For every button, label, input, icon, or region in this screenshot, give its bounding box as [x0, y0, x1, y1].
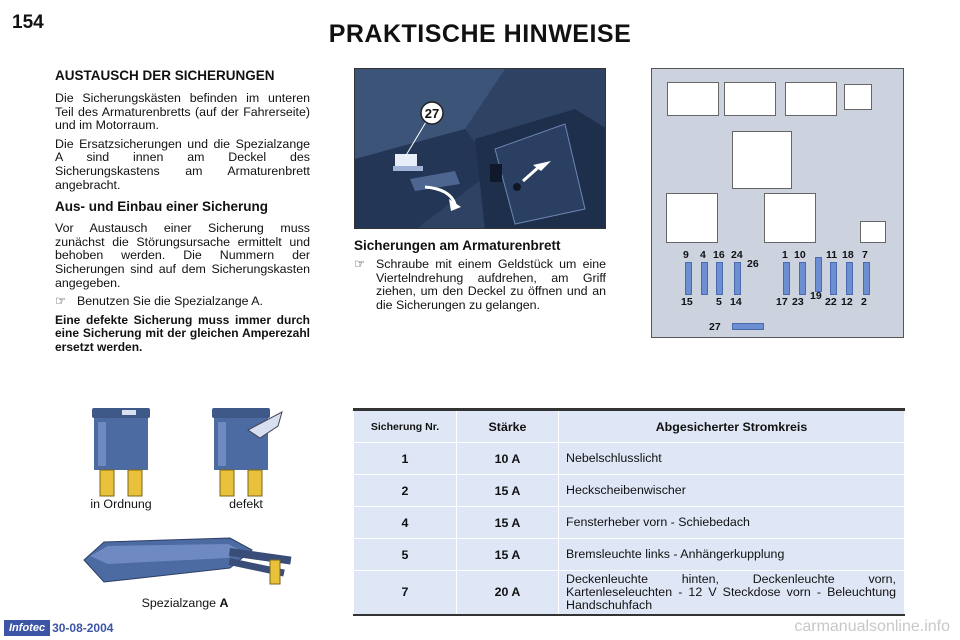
- left-column: [55, 68, 310, 354]
- fuse-slot: [732, 323, 764, 330]
- fuse-label: 16: [713, 249, 725, 261]
- fuse-slot: [799, 262, 806, 295]
- fuse-label: 18: [842, 249, 854, 261]
- cell-amperage: 10 A: [457, 443, 559, 475]
- fuse-slot: [716, 262, 723, 295]
- fuse-slot: [701, 262, 708, 295]
- fuse-label: 9: [683, 249, 689, 261]
- photo-callout-label: 27: [424, 106, 440, 121]
- fuse-defective-illustration: [208, 408, 286, 498]
- table-header-row: [354, 410, 905, 443]
- fuse-slot: [685, 262, 692, 295]
- caption-pliers: [100, 596, 270, 610]
- fuse-intact-illustration: [88, 408, 154, 498]
- fuse-box-diagram: [651, 68, 904, 338]
- pliers-icon: [80, 520, 305, 600]
- infotec-logo: Infotec: [4, 620, 50, 636]
- caption-pliers-text: Spezialzange: [141, 596, 216, 610]
- column-header-amperage: Stärke: [457, 410, 559, 443]
- table-row: [354, 571, 905, 615]
- cell-circuit: Deckenleuchte hinten, Deckenleuchte vorn, Kartenleseleuchten - 12 V Steckdose vorn - Beleuchtung Handschuhfach: [559, 571, 905, 615]
- fuse-slot: [734, 262, 741, 295]
- paragraph-spare-fuses: Die Ersatzsicherungen und die Spezialzange A sind innen am Deckel des Sicherungskastens am Armaturenbrett angebracht.: [55, 136, 310, 192]
- bullet-use-pliers: [55, 295, 310, 309]
- fuse-pliers-illustration: [80, 520, 305, 600]
- cell-amperage: 20 A: [457, 571, 559, 615]
- fuse-label: 17: [776, 296, 788, 308]
- page-title: PRAKTISCHE HINWEISE: [328, 20, 632, 48]
- cell-fuse-number: 5: [354, 539, 457, 571]
- relay-block: [844, 84, 872, 110]
- cell-circuit: Bremsleuchte links - Anhängerkupplung: [559, 539, 905, 571]
- section-heading-removal: Aus- und Einbau einer Sicherung: [55, 199, 269, 215]
- section-heading-fuse-replacement: AUSTAUSCH DER SICHERUNGEN: [55, 68, 275, 83]
- table-row: [354, 539, 905, 571]
- cell-amperage: 15 A: [457, 507, 559, 539]
- relay-block: [724, 82, 776, 116]
- caption-fuse-defective: defekt: [229, 497, 263, 511]
- fuse-slot: [830, 262, 837, 295]
- fuse-label: 24: [731, 249, 743, 261]
- dashboard-photo-illustration: [355, 69, 606, 229]
- middle-column: [354, 238, 606, 317]
- fuse-label: 22: [825, 296, 837, 308]
- section-heading-dashboard-fuses: Sicherungen am Armaturenbrett: [354, 238, 561, 253]
- relay-block: [667, 82, 719, 116]
- fuse-slot: [815, 257, 822, 292]
- fuse-slot: [846, 262, 853, 295]
- fuse-label: 12: [841, 296, 853, 308]
- relay-block: [666, 193, 718, 243]
- table-row: [354, 443, 905, 475]
- caption-fuse-intact: in Ordnung: [90, 497, 152, 511]
- fuse-label: 1: [782, 249, 788, 261]
- fuse-label: 11: [826, 249, 838, 261]
- bullet-text: Schraube mit einem Geldstück um eine Viertelndrehung aufdrehen, am Griff ziehen, um den Deckel zu öffnen und an die Sicherungen zu gelangen.: [376, 257, 606, 312]
- fuse-slot: [863, 262, 870, 295]
- fuse-label: 2: [861, 296, 867, 308]
- relay-block: [764, 193, 816, 243]
- cell-circuit: Nebelschlusslicht: [559, 443, 905, 475]
- table-row: [354, 475, 905, 507]
- footer: [4, 620, 113, 636]
- fuse-label: 27: [709, 321, 721, 333]
- fuse-label: 10: [794, 249, 806, 261]
- fuse-label: 19: [810, 290, 822, 302]
- fuse-label: 14: [730, 296, 742, 308]
- cell-fuse-number: 2: [354, 475, 457, 507]
- pointing-hand-icon: ☞: [354, 257, 366, 271]
- cell-fuse-number: 7: [354, 571, 457, 615]
- relay-block: [732, 131, 792, 189]
- bullet-text: Benutzen Sie die Spezialzange A.: [77, 294, 263, 309]
- cell-circuit: Heckscheibenwischer: [559, 475, 905, 507]
- fuse-slot: [783, 262, 790, 295]
- fuse-label: 26: [747, 258, 759, 270]
- fuse-label: 15: [681, 296, 693, 308]
- footer-date: 30-08-2004: [52, 621, 114, 635]
- caption-pliers-letter: A: [219, 596, 229, 610]
- relay-block: [860, 221, 886, 243]
- fuse-label: 4: [700, 249, 706, 261]
- fuse-label: 23: [792, 296, 804, 308]
- page-number: 154: [12, 12, 44, 33]
- cell-amperage: 15 A: [457, 475, 559, 507]
- bullet-open-cover: [354, 258, 606, 312]
- cell-circuit: Fensterheber vorn - Schiebedach: [559, 507, 905, 539]
- column-header-circuit: Abgesicherter Stromkreis: [559, 410, 905, 443]
- fuse-label: 7: [862, 249, 868, 261]
- fuse-defective-icon: [208, 408, 286, 498]
- paragraph-fault-cause: Vor Austausch einer Sicherung muss zunächst die Störungsursache ermittelt und behoben werden. Die Nummern der Sicherungen sind auf dem Sicherungskasten angegeben.: [55, 221, 310, 290]
- fuse-table: [353, 408, 905, 616]
- cell-amperage: 15 A: [457, 539, 559, 571]
- table-row: [354, 507, 905, 539]
- warning-text: Eine defekte Sicherung muss immer durch eine Sicherung mit der gleichen Amperezahl ersetzt werden.: [55, 312, 310, 354]
- watermark: carmanualsonline.info: [794, 618, 950, 635]
- dashboard-photo: [354, 68, 606, 229]
- paragraph-fuse-box-location: Die Sicherungskästen befinden im unteren Teil des Armaturenbretts (auf der Fahrerseite) und im Motorraum.: [55, 91, 310, 133]
- column-header-fuse-number: Sicherung Nr.: [354, 410, 457, 443]
- fuse-intact-icon: [88, 408, 154, 498]
- cell-fuse-number: 1: [354, 443, 457, 475]
- fuse-label: 5: [716, 296, 722, 308]
- relay-block: [785, 82, 837, 116]
- cell-fuse-number: 4: [354, 507, 457, 539]
- pointing-hand-icon: ☞: [55, 294, 67, 309]
